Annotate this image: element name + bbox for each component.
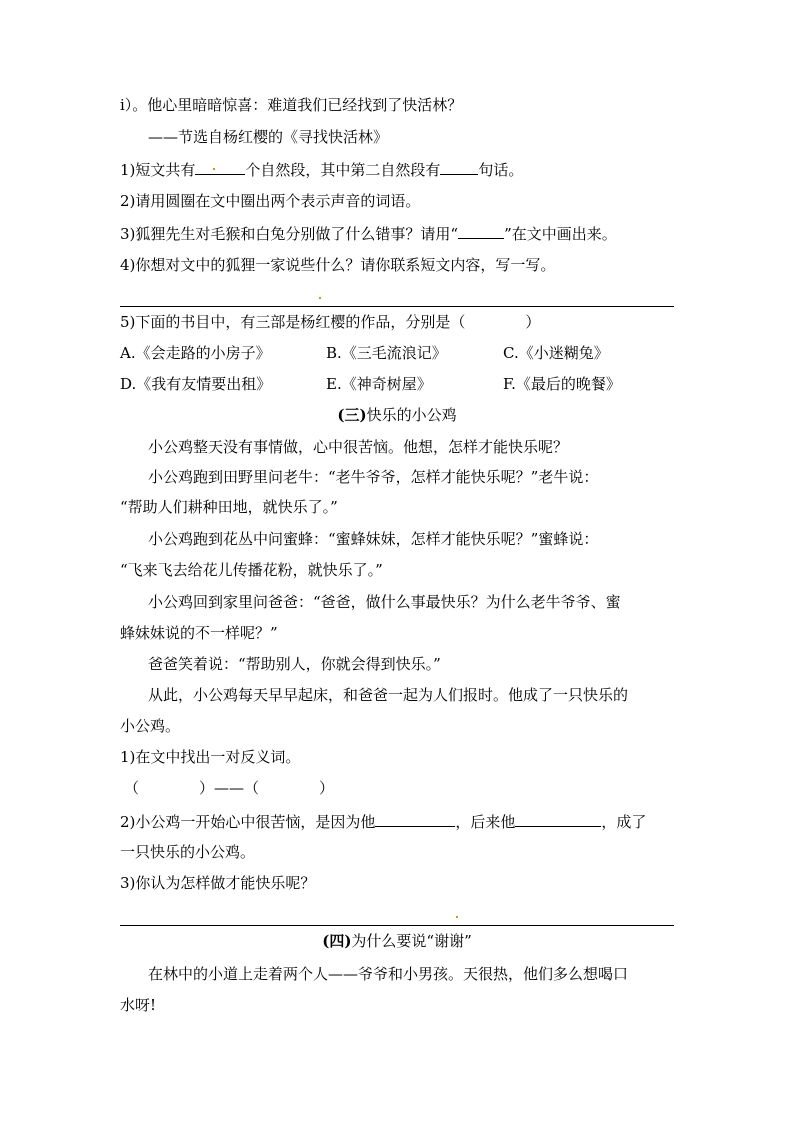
option-d[interactable]: D.《我有友情要出租》 — [120, 375, 272, 393]
answer-blank[interactable] — [515, 811, 601, 827]
question-1: 1)在文中找出一对反义词。 — [120, 748, 301, 766]
question-3: 3)你认为怎样做才能快乐呢？ — [120, 874, 316, 892]
stray-dot — [319, 297, 321, 299]
antonym-blanks[interactable]: （ ）——（ ） — [124, 779, 335, 797]
paragraph: 爸爸笑着说：“帮助别人，你就会得到快乐。” — [148, 655, 441, 673]
answer-blank[interactable] — [195, 159, 245, 175]
section-title-3 — [120, 405, 674, 425]
question-4: 4)你想对文中的狐狸一家说些什么？请你联系短文内容，写一写。 — [120, 256, 556, 274]
answer-blank[interactable] — [375, 811, 455, 827]
question-3-text-a: 3)狐狸先生对毛猴和白兔分别做了什么错事？请用“ — [120, 225, 459, 243]
paragraph: 小公鸡跑到田野里问老牛：“老牛爷爷，怎样才能快乐呢？”老牛说： — [148, 468, 599, 486]
option-c[interactable]: C.《小迷糊兔》 — [503, 344, 609, 362]
paragraph-cont: 水呀! — [120, 996, 157, 1014]
paragraph: 在林中的小道上走着两个人——爷爷和小男孩。天很热，他们多么想喝口 — [148, 965, 629, 983]
answer-line[interactable] — [120, 306, 674, 307]
paragraph-cont: 小公鸡。 — [120, 717, 181, 735]
question-1-text-c: 句话。 — [478, 161, 524, 179]
paragraph: 小公鸡回到家里问爸爸：“爸爸，做什么事最快乐？为什么老牛爷爷、蜜 — [148, 593, 621, 611]
paragraph: 从此，小公鸡每天早早起床，和爸爸一起为人们报时。他成了一只快乐的 — [148, 686, 629, 704]
section-title-4 — [120, 931, 674, 951]
passage-source: ——节选自杨红樱的《寻找快活林》 — [148, 128, 389, 146]
question-1-text-b: 个自然段，其中第二自然段有 — [245, 161, 441, 179]
question-3 — [120, 223, 617, 244]
passage-tail-line: i）。他心里暗暗惊喜：难道我们已经找到了快活林？ — [120, 96, 463, 114]
answer-line[interactable] — [120, 925, 674, 926]
paragraph-cont: “飞来飞去给花儿传播花粉，就快乐了。” — [120, 561, 383, 579]
answer-blank[interactable] — [440, 159, 478, 175]
question-2-text-c: ，成了 — [601, 813, 647, 831]
question-2-cont: 一只快乐的小公鸡。 — [120, 843, 256, 861]
paragraph-cont: “帮助人们耕种田地，就快乐了。” — [120, 498, 338, 516]
option-e[interactable]: E.《神奇树屋》 — [326, 375, 432, 393]
paragraph: 小公鸡跑到花丛中问蜜蜂：“蜜蜂妹妹，怎样才能快乐呢？”蜜蜂说： — [148, 530, 599, 548]
underline-mark — [458, 223, 504, 239]
section-title-text: 快乐的小公鸡 — [366, 406, 457, 424]
option-a[interactable]: A.《会走路的小房子》 — [120, 344, 271, 362]
section-title-text: 为什么要说“谢谢” — [351, 932, 472, 950]
question-2-text-b: ，后来他 — [455, 813, 516, 831]
paragraph: 小公鸡整天没有事情做，心中很苦恼。他想，怎样才能快乐呢？ — [148, 438, 569, 456]
question-2: 2)请用圆圈在文中圈出两个表示声音的词语。 — [120, 192, 421, 210]
paragraph-cont: 蜂妹妹说的不一样呢？” — [120, 624, 278, 642]
question-1-text-a: 1)短文共有 — [120, 161, 196, 179]
option-b[interactable]: B.《三毛流浪记》 — [326, 344, 447, 362]
question-2 — [120, 811, 646, 832]
option-f[interactable]: F.《最后的晚餐》 — [503, 375, 621, 393]
question-1 — [120, 159, 523, 180]
section-number: (四) — [322, 932, 352, 950]
stray-dot — [456, 916, 458, 918]
question-2-text-a: 2)小公鸡一开始心中很苦恼，是因为他 — [120, 813, 376, 831]
question-5: 5)下面的书目中，有三部是杨红樱的作品，分别是（ ） — [120, 313, 541, 331]
section-number: (三) — [337, 406, 367, 424]
question-3-text-b: ”在文中画出来。 — [504, 225, 617, 243]
